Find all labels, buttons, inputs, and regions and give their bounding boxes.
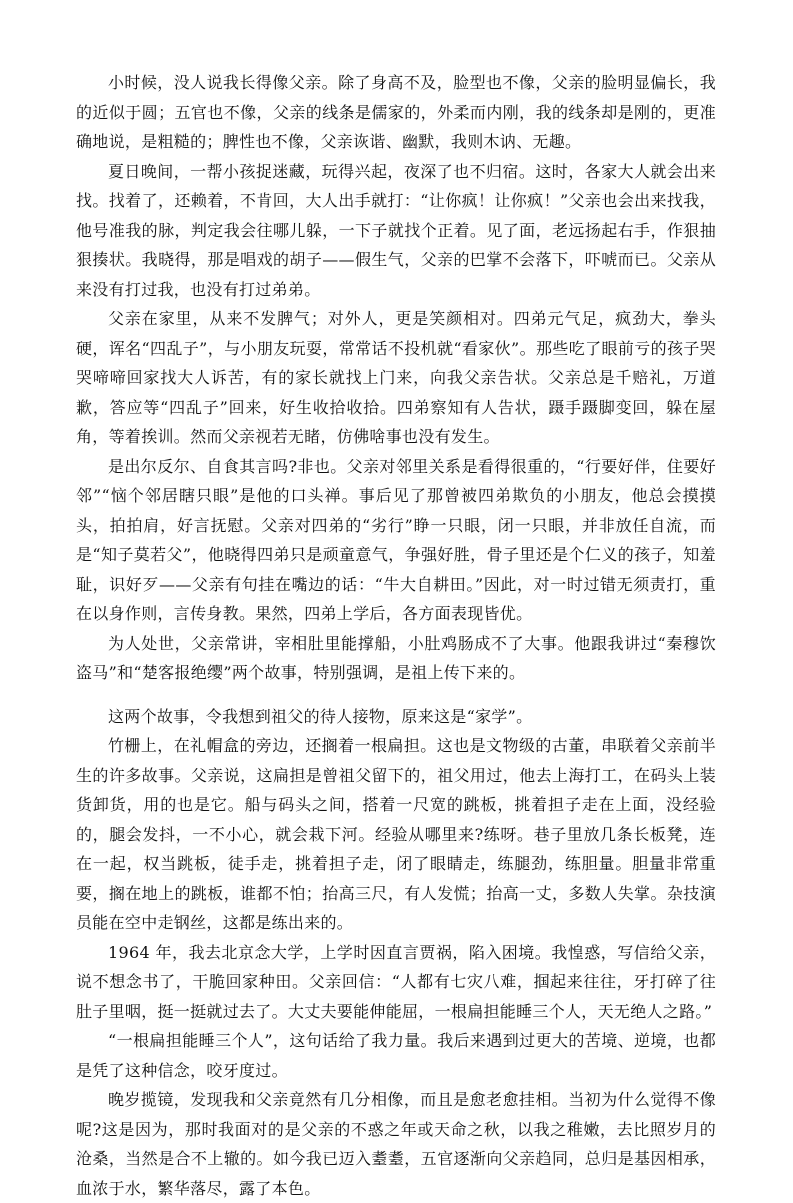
paragraph-10: 晚岁揽镜，发现我和父亲竟然有几分相像，而且是愈老愈挂相。当初为什么觉得不像呢?这是因为，那时我面对的是父亲的不惑之年或天命之秋，以我之稚嫩，去比照岁月的沧桑，当然是合不上辙的。如今我已迈入耋耋，五官逐渐向父亲趋同，总归是基因相承，血浓于水，繁华落尽，露了本色。: [76, 1090, 716, 1198]
paragraph-6: 这两个故事，令我想到祖父的待人接物，原来这是“家学”。: [108, 706, 533, 726]
paragraph-5: 为人处世，父亲常讲，宰相肚里能撑船，小肚鸡肠成不了大事。他跟我讲过“秦穆饮盗马”和“楚客报绝缨”两个故事，特别强调，是祖上传下来的。: [76, 633, 716, 682]
paragraph-4: 是出尔反尔、自食其言吗?非也。父亲对邻里关系是看得很重的，“行要好伴，住要好邻”“恼个邻居瞎只眼”是他的口头禅。事后见了那曾被四弟欺负的小朋友，他总会摸摸头，拍拍肩，好言抚慰。父亲对四弟的“劣行”睁一只眼，闭一只眼，并非放任自流，而是“知子莫若父”，他晓得四弟只是顽童意气，争强好胜，骨子里还是个仁义的孩子，知羞耻，识好歹——父亲有句挂在嘴边的话：“牛大自耕田。”因此，对一时过错无须责打，重在以身作则，言传身教。果然，四弟上学后，各方面表现皆优。: [76, 456, 716, 623]
paragraph-3: 父亲在家里，从来不发脾气；对外人，更是笑颜相对。四弟元气足，疯劲大，拳头硬，诨名“四乱子”，与小朋友玩耍，常常话不投机就“看家伙”。那些吃了眼前亏的孩子哭哭啼啼回家找大人诉苦，有的家长就找上门来，向我父亲告状。父亲总是千赔礼，万道歉，答应等“四乱子”回来，好生收拾收拾。四弟察知有人告状，蹑手蹑脚变回，躲在屋角，等着挨训。然而父亲视若无睹，仿佛啥事也没有发生。: [76, 309, 716, 446]
paragraph-1: 小时候，没人说我长得像父亲。除了身高不及，脸型也不像，父亲的脸明显偏长，我的近似于圆；五官也不像，父亲的线条是儒家的，外柔而内刚，我的线条却是刚的，更准确地说，是粗糙的；脾性也不像，父亲诙谐、幽默，我则木讷、无趣。: [76, 73, 716, 151]
paragraph-2: 夏日晚间，一帮小孩捉迷藏，玩得兴起，夜深了也不归宿。这时，各家大人就会出来找。找着了，还赖着，不肯回，大人出手就打：“让你疯！让你疯！”父亲也会出来找我，他号准我的脉，判定我会往哪儿躲，一下子就找个正着。见了面，老远扬起右手，作狠抽狠揍状。我晓得，那是唱戏的胡子——假生气，父亲的巴掌不会落下，吓唬而已。父亲从来没有打过我，也没有打过弟弟。: [76, 161, 716, 299]
paragraph-9: “一根扁担能睡三个人”，这句话给了我力量。我后来遇到过更大的苦境、逆境，也都是凭了这种信念，咬牙度过。: [76, 1031, 716, 1080]
paragraph-8: 1964 年，我去北京念大学，上学时因直言贾祸，陷入困境。我惶惑，写信给父亲，说不想念书了，干脆回家种田。父亲回信：“人都有七灾八难，掴起来往往，牙打碎了往肚子里咽，挺一挺就过去了。大丈夫要能伸能屈，一根扁担能睡三个人，天无绝人之路。”: [76, 942, 716, 1021]
paragraph-7: 竹栅上，在礼帽盒的旁边，还搁着一根扁担。这也是文物级的古董，串联着父亲前半生的许多故事。父亲说，这扁担是曾祖父留下的，祖父用过，他去上海打工，在码头上装货卸货，用的也是它。船与码头之间，搭着一尺宽的跳板，挑着担子走在上面，没经验的，腿会发抖，一不小心，就会栽下河。经验从哪里来?练呀。巷子里放几条长板凳，连在一起，权当跳板，徒手走，挑着担子走，闭了眼睛走，练腿劲，练胆量。胆量非常重要，搁在地上的跳板，谁都不怕；抬高三尺，有人发慌；抬高一丈，多数人失掌。杂技演员能在空中走钢丝，这都是练出来的。: [76, 736, 716, 932]
article-body: [76, 68, 716, 1203]
